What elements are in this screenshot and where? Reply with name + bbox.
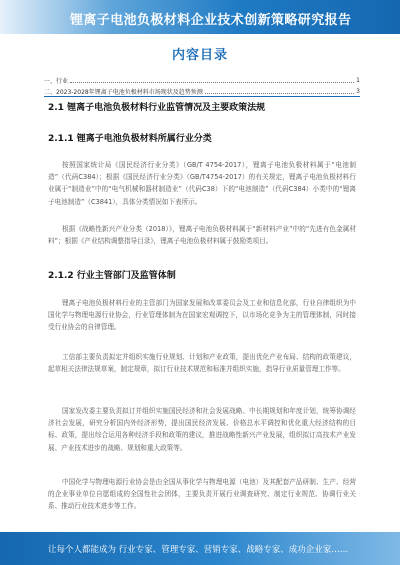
body-paragraph: 根据《战略性新兴产业分类（2018）》，锂离子电池负极材料属于“新材料产业”中的“先进有色金属材料”；根据《产业结构调整指导目录》，锂离子电池负极材料属于鼓励类项目。 xyxy=(48,225,356,246)
toc-heading: 内容目录 xyxy=(171,48,228,63)
footer-banner xyxy=(0,532,400,565)
section-heading-2-1: 2.1 锂离子电池负极材料行业监管情况及主要政策法规 xyxy=(48,103,266,113)
section-heading-2-1-1: 2.1.1 锂离子电池负极材料所属行业分类 xyxy=(48,134,212,144)
footer-slogan: 让每个人都能成为 行业专家、管理专家、营销专家、战略专家、成功企业家…… xyxy=(48,545,349,555)
toc-entry[interactable] xyxy=(44,75,360,85)
body-paragraph: 工信部主要负责拟定并组织实施行业规划、计划和产业政策，提出优化产业布局、结构的政策建议，起草相关法律法规草案，制定规章，拟订行业技术规范和标准并组织实施，指导行业质量管理工作等。 xyxy=(48,353,356,374)
body-paragraph: 按照国家统计局《国民经济行业分类》（GB/T 4754-2017），锂离子电池负极材料属于“电池制造”（代码C384）；根据《国民经济行业分类》（GB/T4754-2017）的有关规定，锂离子电池负极材料行业属于“制造业”中的“电气机械和器材制造业”（代码C38）下的“电池制造”（代码C384）小类中的“锂离子电池制造”（C3841），具体分类情况如下表所示。 xyxy=(48,161,356,206)
toc-divider xyxy=(44,96,360,97)
toc-leader-dots xyxy=(205,88,354,94)
toc-entry-label: 一、行业 xyxy=(44,77,69,85)
section-heading-2-1-2: 2.1.2 行业主管部门及监管体制 xyxy=(48,271,176,281)
report-header-banner xyxy=(0,0,400,34)
toc-entry[interactable] xyxy=(44,86,360,96)
toc-entry-page: 3 xyxy=(356,87,360,95)
body-paragraph: 中国化学与物理电源行业协会是由全国从事化学与物理电源（电池）及其配套产品研制、生产、经营的企业事业单位自愿组成的全国性社会团体，主要负责开展行业调查研究、制定行业规范、协调行业关系、推动行业技术进步等工作。 xyxy=(48,478,356,511)
toc-leader-dots xyxy=(70,77,354,83)
body-paragraph: 国家发改委主要负责拟订并组织实施国民经济和社会发展战略、中长期规划和年度计划，统筹协调经济社会发展，研究分析国内外经济形势，提出国民经济发展、价格总水平调控和优化重大经济结构的目标、政策，提出综合运用各种经济手段和政策的建议，推进战略性新兴产业发展，组织拟订高技术产业发展、产业技术进步的战略、规划和重大政策等。 xyxy=(48,407,356,452)
body-paragraph: 锂离子电池负极材料行业的主管部门为国家发展和改革委员会及工业和信息化部，行业自律组织为中国化学与物理电源行业协会，行业管理体制为在国家宏观调控下，以市场化竞争为主的管理体制，同时接受行业协会的自律管理。 xyxy=(48,299,356,332)
toc-entry-label: 二、2023-2028年锂离子电池负极材料市场现状及趋势预测 xyxy=(44,88,203,96)
report-title: 锂离子电池负极材料企业技术创新策略研究报告 xyxy=(70,13,352,28)
toc-entry-page: 1 xyxy=(356,76,360,84)
